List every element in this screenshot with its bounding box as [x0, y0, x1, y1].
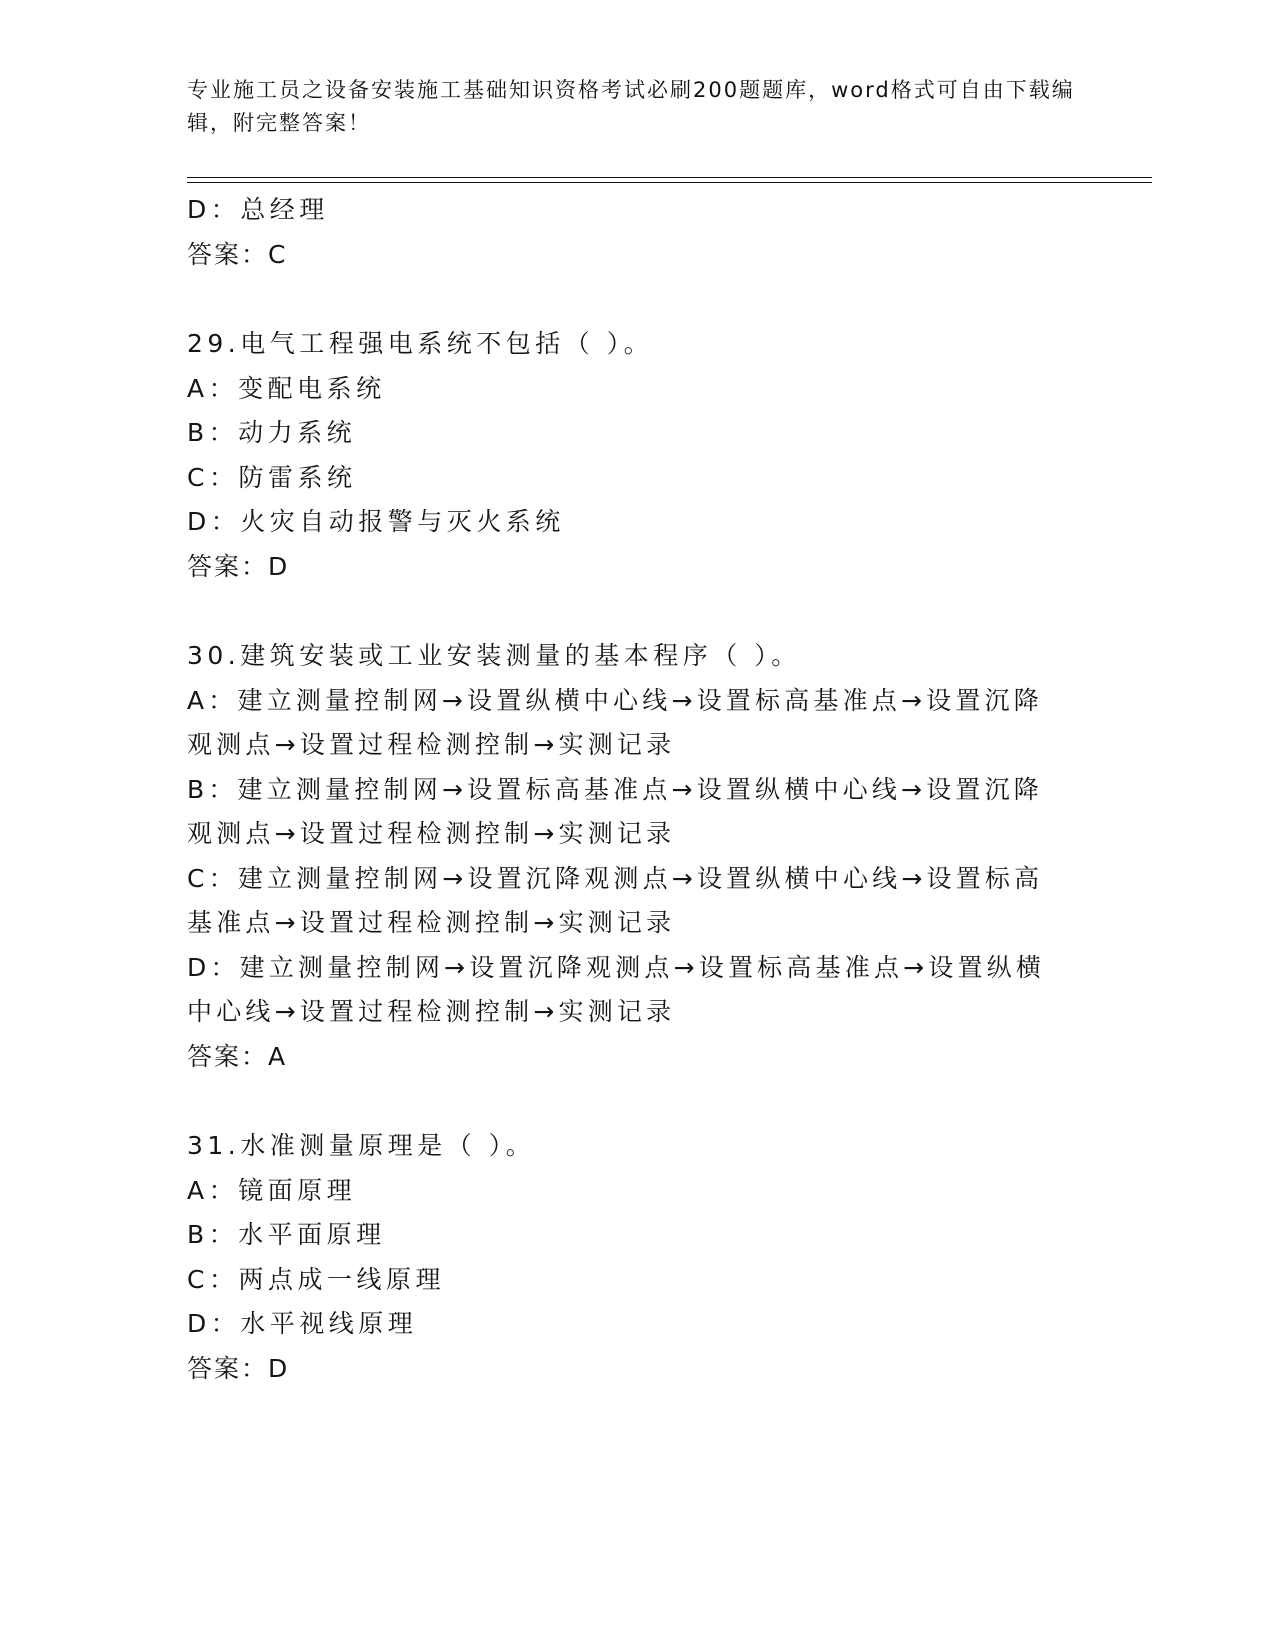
answer: 答案：D: [187, 551, 290, 581]
page-header: 专业施工员之设备安装施工基础知识资格考试必刷200题题库，word格式可自由下载编辑，附完整答案！: [187, 78, 1075, 135]
question-29: [187, 322, 1087, 589]
question-30: [187, 634, 1087, 1079]
answer: 答案：D: [187, 1353, 290, 1383]
option-a: A：镜面原理: [187, 1175, 357, 1205]
option-c: C：两点成一线原理: [187, 1264, 445, 1294]
spacer: [187, 277, 1087, 322]
option-d: D：火灾自动报警与灭火系统: [187, 507, 565, 536]
question-stem: 30.建筑安装或工业安装测量的基本程序（ ）。: [187, 641, 801, 670]
option-b: B：建立测量控制网→设置标高基准点→设置纵横中心线→设置沉降观测点→设置过程检测控制→实测记录: [187, 774, 1043, 848]
question-content: [187, 188, 1087, 1391]
header-rule-bottom: [187, 182, 1152, 183]
header-rule-top: [187, 177, 1152, 178]
option-d: D：水平视线原理: [187, 1309, 418, 1338]
option-a: A：变配电系统: [187, 373, 386, 403]
question-stem: 29.电气工程强电系统不包括（ ）。: [187, 329, 654, 358]
option-a: A：建立测量控制网→设置纵横中心线→设置标高基准点→设置沉降观测点→设置过程检测控制→实测记录: [187, 685, 1043, 759]
answer: 答案：A: [187, 1041, 288, 1071]
question-31: [187, 1124, 1087, 1391]
continued-question: [187, 188, 1087, 277]
option-c: C：防雷系统: [187, 462, 357, 492]
option-c: C：建立测量控制网→设置沉降观测点→设置纵横中心线→设置标高基准点→设置过程检测控制→实测记录: [187, 863, 1044, 937]
spacer: [187, 589, 1087, 634]
spacer: [187, 1079, 1087, 1124]
question-stem: 31.水准测量原理是（ ）。: [187, 1131, 536, 1160]
option-b: B：水平面原理: [187, 1220, 386, 1249]
option-d: D：建立测量控制网→设置沉降观测点→设置标高基准点→设置纵横中心线→设置过程检测控制→实测记录: [187, 952, 1046, 1026]
option-b: B：动力系统: [187, 418, 357, 447]
answer: 答案：C: [187, 239, 288, 269]
option-d: D：总经理: [187, 195, 329, 224]
